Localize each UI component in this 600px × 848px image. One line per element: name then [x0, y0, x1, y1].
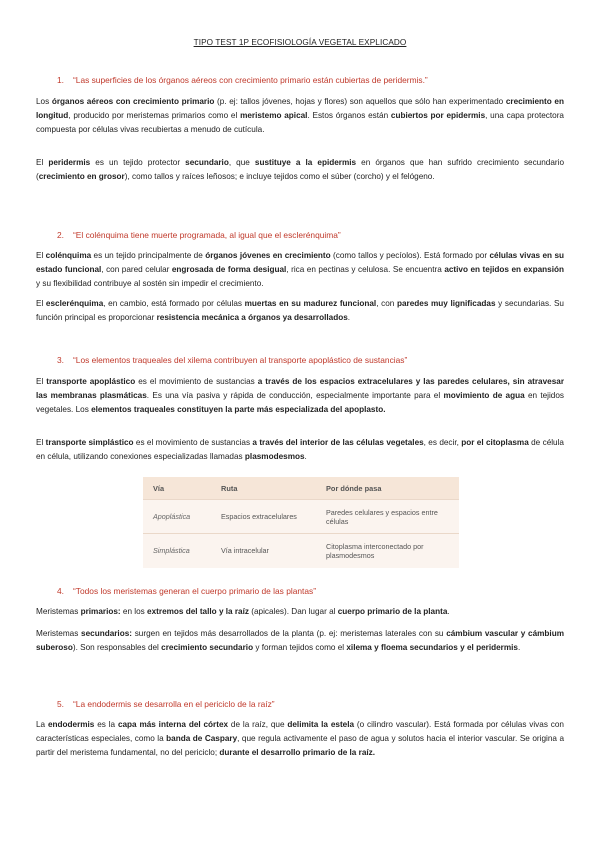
- table-cell: Paredes celulares y espacios entre células: [316, 500, 459, 534]
- q3-paragraph-1: El transporte apoplástico es el movimiento de sustancias a través de los espacios extracelulares y las paredes celulares, sin atravesar las membranas plasmáticas. Es una vía pasiva y rápida de conducción, especialmente importante para el movimiento de agua en tejidos vegetales. Los elementos traqueales constituyen la parte más especializada del apoplasto.: [36, 377, 565, 414]
- transport-table: [143, 477, 459, 568]
- question-2-heading: [57, 230, 564, 240]
- question-4-heading: [57, 586, 564, 596]
- question-text: “Las superficies de los órganos aéreos con crecimiento primario están cubiertas de peridermis.”: [73, 75, 428, 85]
- table-header-row: [143, 477, 459, 500]
- question-number: 4.: [57, 586, 64, 596]
- table-header: Vía: [143, 477, 211, 500]
- question-number: 5.: [57, 699, 64, 709]
- question-text: “Todos los meristemas generan el cuerpo primario de las plantas”: [73, 586, 316, 596]
- q1-paragraph-2: El peridermis es un tejido protector secundario, que sustituye a la epidermis en órganos que han sufrido crecimiento secundario (crecimiento en grosor), como tallos y raíces leñosos; e incluye tejidos como el súber (corcho) y el felógeno.: [36, 158, 564, 181]
- q5-paragraph-1: La endodermis es la capa más interna del córtex de la raíz, que delimita la estela (o cilindro vascular). Está formada por células vivas con características especiales, como la banda de Caspary, que regula activamente el paso de agua y solutos hacia el interior vascular. Se origina a partir del meristema fundamental, no del periciclo; durante el desarrollo primario de la raíz.: [36, 720, 564, 757]
- question-number: 2.: [57, 230, 64, 240]
- q3-paragraph-2: El transporte simplástico es el movimiento de sustancias a través del interior de las células vegetales, es decir, por el citoplasma de célula en célula, utilizando conexiones especializadas llamadas plasmodesmos.: [36, 438, 564, 461]
- question-text: “El colénquima tiene muerte programada, al igual que el esclerénquima”: [73, 230, 341, 240]
- table-row: [143, 500, 459, 534]
- table-header: Por dónde pasa: [316, 477, 459, 500]
- question-3-heading: [57, 355, 564, 365]
- table-cell: Vía intracelular: [211, 534, 316, 568]
- question-number: 1.: [57, 75, 64, 85]
- table-cell: Espacios extracelulares: [211, 500, 316, 534]
- table-cell: Simplástica: [143, 534, 211, 568]
- table-cell: Citoplasma interconectado por plasmodesmos: [316, 534, 459, 568]
- question-1-heading: [57, 75, 564, 85]
- q2-paragraph-2: El esclerénquima, en cambio, está formado por células muertas en su madurez funcional, con paredes muy lignificadas y secundarias. Su función principal es proporcionar resistencia mecánica a órganos ya desarrollados.: [36, 299, 564, 322]
- table-row: [143, 534, 459, 568]
- question-number: 3.: [57, 355, 64, 365]
- table-cell: Apoplástica: [143, 500, 211, 534]
- question-text: “Los elementos traqueales del xilema contribuyen al transporte apoplástico de sustancias”: [73, 355, 408, 365]
- question-text: “La endodermis se desarrolla en el periciclo de la raíz”: [73, 699, 275, 709]
- table-header: Ruta: [211, 477, 316, 500]
- q1-paragraph-1: Los órganos aéreos con crecimiento primario (p. ej: tallos jóvenes, hojas y flores) son aquellos que sólo han experimentado crecimiento en longitud, producido por meristemas primarios como el meristemo apical. Estos órganos están cubiertos por epidermis, una capa protectora compuesta por células vivas recubiertas a menudo de cutícula.: [36, 97, 564, 134]
- q2-paragraph-1: El colénquima es un tejido principalmente de órganos jóvenes en crecimiento (como tallos y pecíolos). Está formado por células vivas en su estado funcional, con pared celular engrosada de forma desigual, rica en pectinas y celulosa. Se encuentra activo en tejidos en expansión y su flexibilidad contribuye al sostén sin impedir el crecimiento.: [36, 251, 564, 288]
- q4-paragraph-2: Meristemas secundarios: surgen en tejidos más desarrollados de la planta (p. ej: meristemas laterales con su cámbium vascular y cámbium suberoso). Son responsables del crecimiento secundario y forman tejidos como el xilema y floema secundarios y el peridermis.: [36, 629, 564, 652]
- q4-paragraph-1: Meristemas primarios: en los extremos del tallo y la raíz (apicales). Dan lugar al cuerpo primario de la planta.: [36, 607, 450, 616]
- document-title: TIPO TEST 1P ECOFISIOLOGÍA VEGETAL EXPLICADO: [193, 38, 407, 47]
- question-5-heading: [57, 699, 564, 709]
